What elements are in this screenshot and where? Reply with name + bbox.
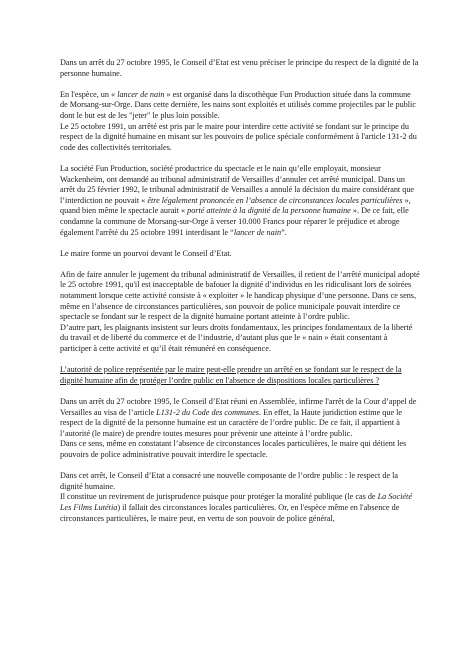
paragraph-facts [60,90,420,154]
italic-text: lancer de nain [233,227,282,237]
italic-text: L131-2 du Code des communes [156,407,259,417]
text: . En effet, la Haute juridiction estime que le respect de la dignité de la personne humaine est un caractère de l’ordre public. De ce fait, il appartient à l’autorité (le maire) de prendre toutes mesures pour prévenir une atteinte à l’ordre public. [60,407,403,438]
italic-text: être légalement prononcée en l’absence de circonstances locales particulières [147,195,403,205]
text: Afin de faire annuler le jugement du tribunal administratif de Versailles, il retient de l’arrêté municipal adopté le 25 octobre 1991, qu'il est inacceptable de bafouer la dignité d’individus en les ridiculisant lors de soirées notamment lorsque cette activité consiste à « exploiter » le handicap physique d’une personne. Dans ce sens, même en l’absence de circonstances particulières, son pouvoir de police municipale pouvait interdire ce spectacle se fondant sur le respect de la dignité humaine portant atteinte à l’ordre public. [60,269,420,322]
italic-text: lancer de nain [117,89,165,99]
italic-text: La Société Les Films Lutétia [60,492,412,512]
text: La société Fun Production, société productrice du spectacle et le nain qu’elle employait, monsieur Wackenheim, ont demandé au tribunal administratif de Versailles d’annuler cet arrêté municipal. Dans un arrêt du 25 février 1992, le tribunal administratif de Versailles a annulé la décision du maire considérant que l’interdiction ne pouvait « [60,163,415,205]
text: », quand bien même le spectacle aurait « [60,195,411,216]
paragraph-arguments [60,270,420,355]
text: Le 25 octobre 1991, un arrêté est pris par le maire pour interdire cette activité se fondant sur le principe du respect de la dignité humaine en misant sur les pouvoirs de police spéciale conformément à l'article 131-2 du code des collectivités territoriales. [60,121,417,152]
paragraph-appeal [60,249,420,260]
paragraph-decision [60,397,420,461]
text: Dans cet arrêt, le Conseil d’Etat a consacré une nouvelle composante de l’ordre public : le respect de la dignité humaine. [60,471,399,491]
text: Le maire forme un pourvoi devant le Conseil d’Etat. [60,248,232,258]
text: En l'espèce, un « [60,89,118,99]
text: ) il fallait des circonstances locales particulières. Or, en l'espèce même en l'absence de circonstances particulières, le maire peut, en vertu de son pouvoir de police général, [60,502,400,523]
text: » est organisé dans la discothèque Fun Production située dans la commune de Morsang-sur-Orge. Dans cette dernière, les nains sont exploités et utilisés comme projectiles par le public dont le but est de les "jeter" le plus loin possible. [60,89,416,120]
paragraph-procedure [60,164,420,238]
text: Il constitue un revirement de jurisprudence puisque pour protéger la moralité publique (le cas de [60,492,378,502]
italic-text: porté atteinte à la dignité de la personne humaine [187,206,351,216]
paragraph-intro [60,58,420,79]
text: Dans un arrêt du 27 octobre 1995, le Conseil d’Etat est venu préciser le principe du respect de la dignité de la personne humaine. [60,58,419,78]
text: Dans ce sens, même en constatant l’absence de circonstances locales particulières, le maire qui détient les pouvoirs de police administrative pouvait interdire le spectacle. [60,439,407,459]
text: ”. [281,227,287,237]
text: ». De ce fait, elle condamne la commune de Morsang-sur-Orge à verser 10.000 Francs pour réparer le préjudice et abroge également l'arrêté du 25 octobre 1991 interdisant le “ [60,206,409,237]
text: D’autre part, les plaignants insistent sur leurs droits fondamentaux, les principes fondamentaux de la liberté du travail et de liberté du commerce et de l’industrie, d’autant plus que le « nain » était consentant à participer à cette activité et qu’il était rémunéré en conséquence. [60,322,413,354]
text: Dans un arrêt du 27 octobre 1995, le Conseil d’Etat réuni en Assemblée, infirme l'arrêt de la Cour d’appel de Versailles au visa de l’article [60,397,417,417]
text: L’autorité de police représentée par le maire peut-elle prendre un arrêté en se fondant sur le respect de la dignité humaine afin de protéger l’ordre public en l'absence de dispositions locales particulières ? [60,365,402,385]
legal-question [60,365,420,386]
paragraph-analysis [60,471,420,524]
document-body [60,58,420,535]
